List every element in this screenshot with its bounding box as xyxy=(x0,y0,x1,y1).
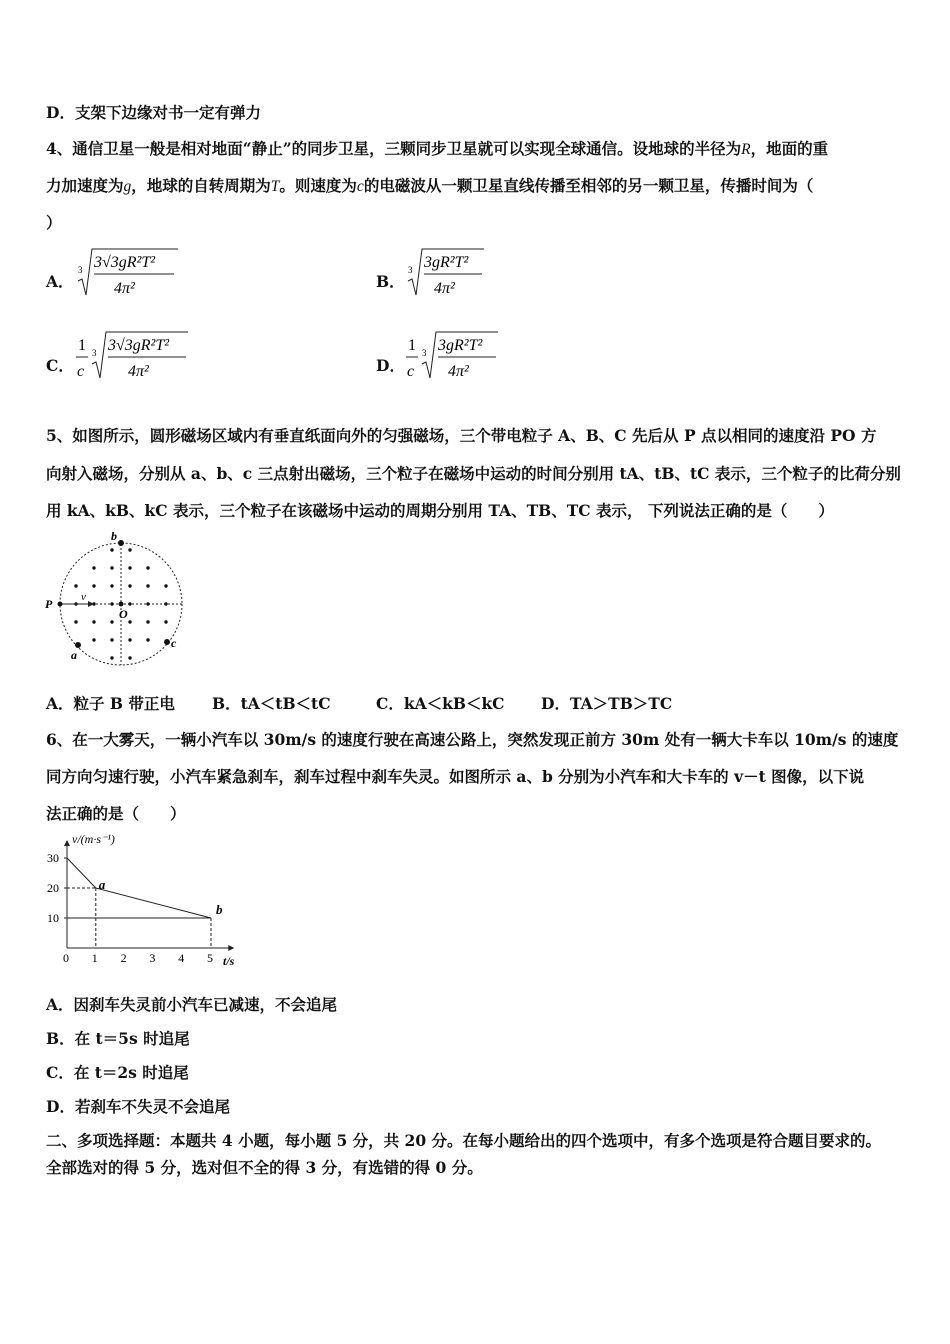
field-dot-8 xyxy=(110,584,113,587)
field-dot-9 xyxy=(128,584,131,587)
field-dot-27 xyxy=(146,638,149,641)
chart-x-tick-1: 1 xyxy=(91,951,98,965)
q5-option-c: C．kA＜kB＜kC xyxy=(376,694,505,713)
field-dot-15 xyxy=(128,602,131,605)
svg-text:4π²: 4π² xyxy=(434,280,455,297)
svg-text:c: c xyxy=(407,363,415,380)
label-O: O xyxy=(119,607,128,621)
field-dot-10 xyxy=(146,584,149,587)
q5-line-2: 向射入磁场，分别从 a、b、c 三点射出磁场，三个粒子在磁场中运动的时间分别用 tA、tB、tC 表示，三个粒子的比荷分别 xyxy=(46,464,901,483)
q5-line-3: 用 kA、kB、kC 表示，三个粒子在该磁场中运动的周期分别用 TA、TB、TC 表示， 下列说法正确的是（ ） xyxy=(46,501,834,520)
field-dot-14 xyxy=(110,602,113,605)
field-dot-17 xyxy=(164,602,167,605)
field-dot-1 xyxy=(128,548,131,551)
chart-y-tick-0: 10 xyxy=(47,911,59,925)
field-dot-22 xyxy=(146,620,149,623)
q4-option-a-formula xyxy=(74,243,184,303)
field-dot-23 xyxy=(164,620,167,623)
point-c xyxy=(164,639,170,645)
section-2-line-1: 二、多项选择题：本题共 4 小题，每小题 5 分，共 20 分。在每小题给出的四个选项中，有多个选项是符合题目要求的。 xyxy=(46,1131,882,1150)
svg-text:3√3gR²T²: 3√3gR²T² xyxy=(108,337,170,354)
svg-text:3: 3 xyxy=(422,348,427,358)
chart-series-label-b: b xyxy=(216,902,223,917)
option-d-previous: D．支架下边缘对书一定有弹力 xyxy=(46,103,261,122)
chart-y-tick-2: 30 xyxy=(47,851,59,865)
field-dot-2 xyxy=(92,566,95,569)
chart-y-arrow xyxy=(64,840,70,846)
label-P: P xyxy=(45,597,53,611)
field-dot-7 xyxy=(92,584,95,587)
chart-x-tick-3: 3 xyxy=(149,951,156,965)
label-v: v xyxy=(81,591,86,603)
chart-x-tick-5: 5 xyxy=(207,951,213,965)
label-a: a xyxy=(71,648,77,662)
svg-text:1: 1 xyxy=(408,337,416,354)
svg-text:3: 3 xyxy=(78,265,83,275)
q4-option-d-label: D． xyxy=(376,356,405,375)
field-dot-19 xyxy=(92,620,95,623)
svg-text:4π²: 4π² xyxy=(128,363,149,380)
q5-option-d: D．TA＞TB＞TC xyxy=(541,694,673,713)
q6-line-3: 法正确的是（ ） xyxy=(46,804,186,823)
q6-vt-chart xyxy=(40,828,260,973)
q5-magnetic-field-figure xyxy=(40,528,200,668)
field-dot-21 xyxy=(128,620,131,623)
svg-text:3gR²T²: 3gR²T² xyxy=(438,337,483,354)
field-dot-28 xyxy=(110,656,113,659)
q5-option-a: A．粒子 B 带正电 xyxy=(46,694,175,713)
var-R: R xyxy=(741,141,751,158)
label-b: b xyxy=(111,529,117,543)
chart-ylabel: v/(m·s⁻¹) xyxy=(72,832,115,846)
field-dot-0 xyxy=(110,548,113,551)
q4-option-c-label: C． xyxy=(46,356,74,375)
field-dot-18 xyxy=(74,620,77,623)
field-dot-11 xyxy=(164,584,167,587)
field-dot-5 xyxy=(146,566,149,569)
q6-option-c: C．在 t＝2s 时追尾 xyxy=(46,1063,189,1082)
field-dot-25 xyxy=(110,638,113,641)
q4-option-a-label: A． xyxy=(46,272,74,291)
chart-x-tick-4: 4 xyxy=(178,951,185,965)
point-b xyxy=(118,540,124,546)
q6-option-a: A．因刹车失灵前小汽车已减速，不会追尾 xyxy=(46,995,338,1014)
q4-option-b-label: B． xyxy=(376,272,405,291)
chart-x-tick-2: 2 xyxy=(120,951,127,965)
field-dot-3 xyxy=(110,566,113,569)
svg-text:4π²: 4π² xyxy=(448,363,469,380)
field-dot-16 xyxy=(146,602,149,605)
field-dot-4 xyxy=(128,566,131,569)
q6-line-1: 6、在一大雾天，一辆小汽车以 30m/s 的速度行驶在高速公路上，突然发现正前方 30m 处有一辆大卡车以 10m/s 的速度 xyxy=(46,730,899,749)
point-O xyxy=(119,602,124,607)
q4-line-3: ） xyxy=(46,213,62,232)
q5-line-1: 5、如图所示，圆形磁场区域内有垂直纸面向外的匀强磁场，三个带电粒子 A、B、C 先后从 P 点以相同的速度沿 PO 方 xyxy=(46,426,877,445)
svg-text:4π²: 4π² xyxy=(114,280,135,297)
section-2-line-2: 全部选对的得 5 分，选对但不全的得 3 分，有选错的得 0 分。 xyxy=(46,1158,483,1177)
q6-option-b: B．在 t＝5s 时追尾 xyxy=(46,1029,190,1048)
q4-option-b-formula xyxy=(404,243,494,303)
chart-x-tick-0: 0 xyxy=(63,951,69,965)
q6-option-d: D．若刹车不失灵不会追尾 xyxy=(46,1097,230,1116)
svg-text:3√3gR²T²: 3√3gR²T² xyxy=(94,254,156,271)
q4-option-c-formula xyxy=(74,326,194,388)
q5-option-b: B．tA＜tB＜tC xyxy=(212,694,331,713)
q4-option-d-formula xyxy=(404,326,504,388)
chart-y-tick-1: 20 xyxy=(47,881,59,895)
point-P xyxy=(58,602,63,607)
field-dot-6 xyxy=(74,584,77,587)
svg-text:3: 3 xyxy=(92,348,97,358)
field-dot-26 xyxy=(128,638,131,641)
svg-text:1: 1 xyxy=(78,337,86,354)
label-c: c xyxy=(171,636,177,650)
q4-line-2: 力加速度为g，地球的自转周期为T。则速度为c的电磁波从一颗卫星直线传播至相邻的另一颗卫星，传播时间为（ xyxy=(46,176,814,195)
q6-line-2: 同方向匀速行驶，小汽车紧急刹车，刹车过程中刹车失灵。如图所示 a、b 分别为小汽车和大卡车的 v－t 图像，以下说 xyxy=(46,767,865,786)
field-dot-29 xyxy=(128,656,131,659)
field-dot-24 xyxy=(92,638,95,641)
svg-text:3: 3 xyxy=(408,265,413,275)
chart-series-label-a: a xyxy=(98,877,106,892)
svg-text:c: c xyxy=(77,363,85,380)
chart-xlabel: t/s xyxy=(223,954,235,968)
chart-x-arrow xyxy=(228,945,234,951)
q4-line-1: 4、通信卫星一般是相对地面“静止”的同步卫星，三颗同步卫星就可以实现全球通信。设地球的半径为R，地面的重 xyxy=(46,139,829,158)
svg-text:3gR²T²: 3gR²T² xyxy=(424,254,469,271)
field-dot-20 xyxy=(110,620,113,623)
